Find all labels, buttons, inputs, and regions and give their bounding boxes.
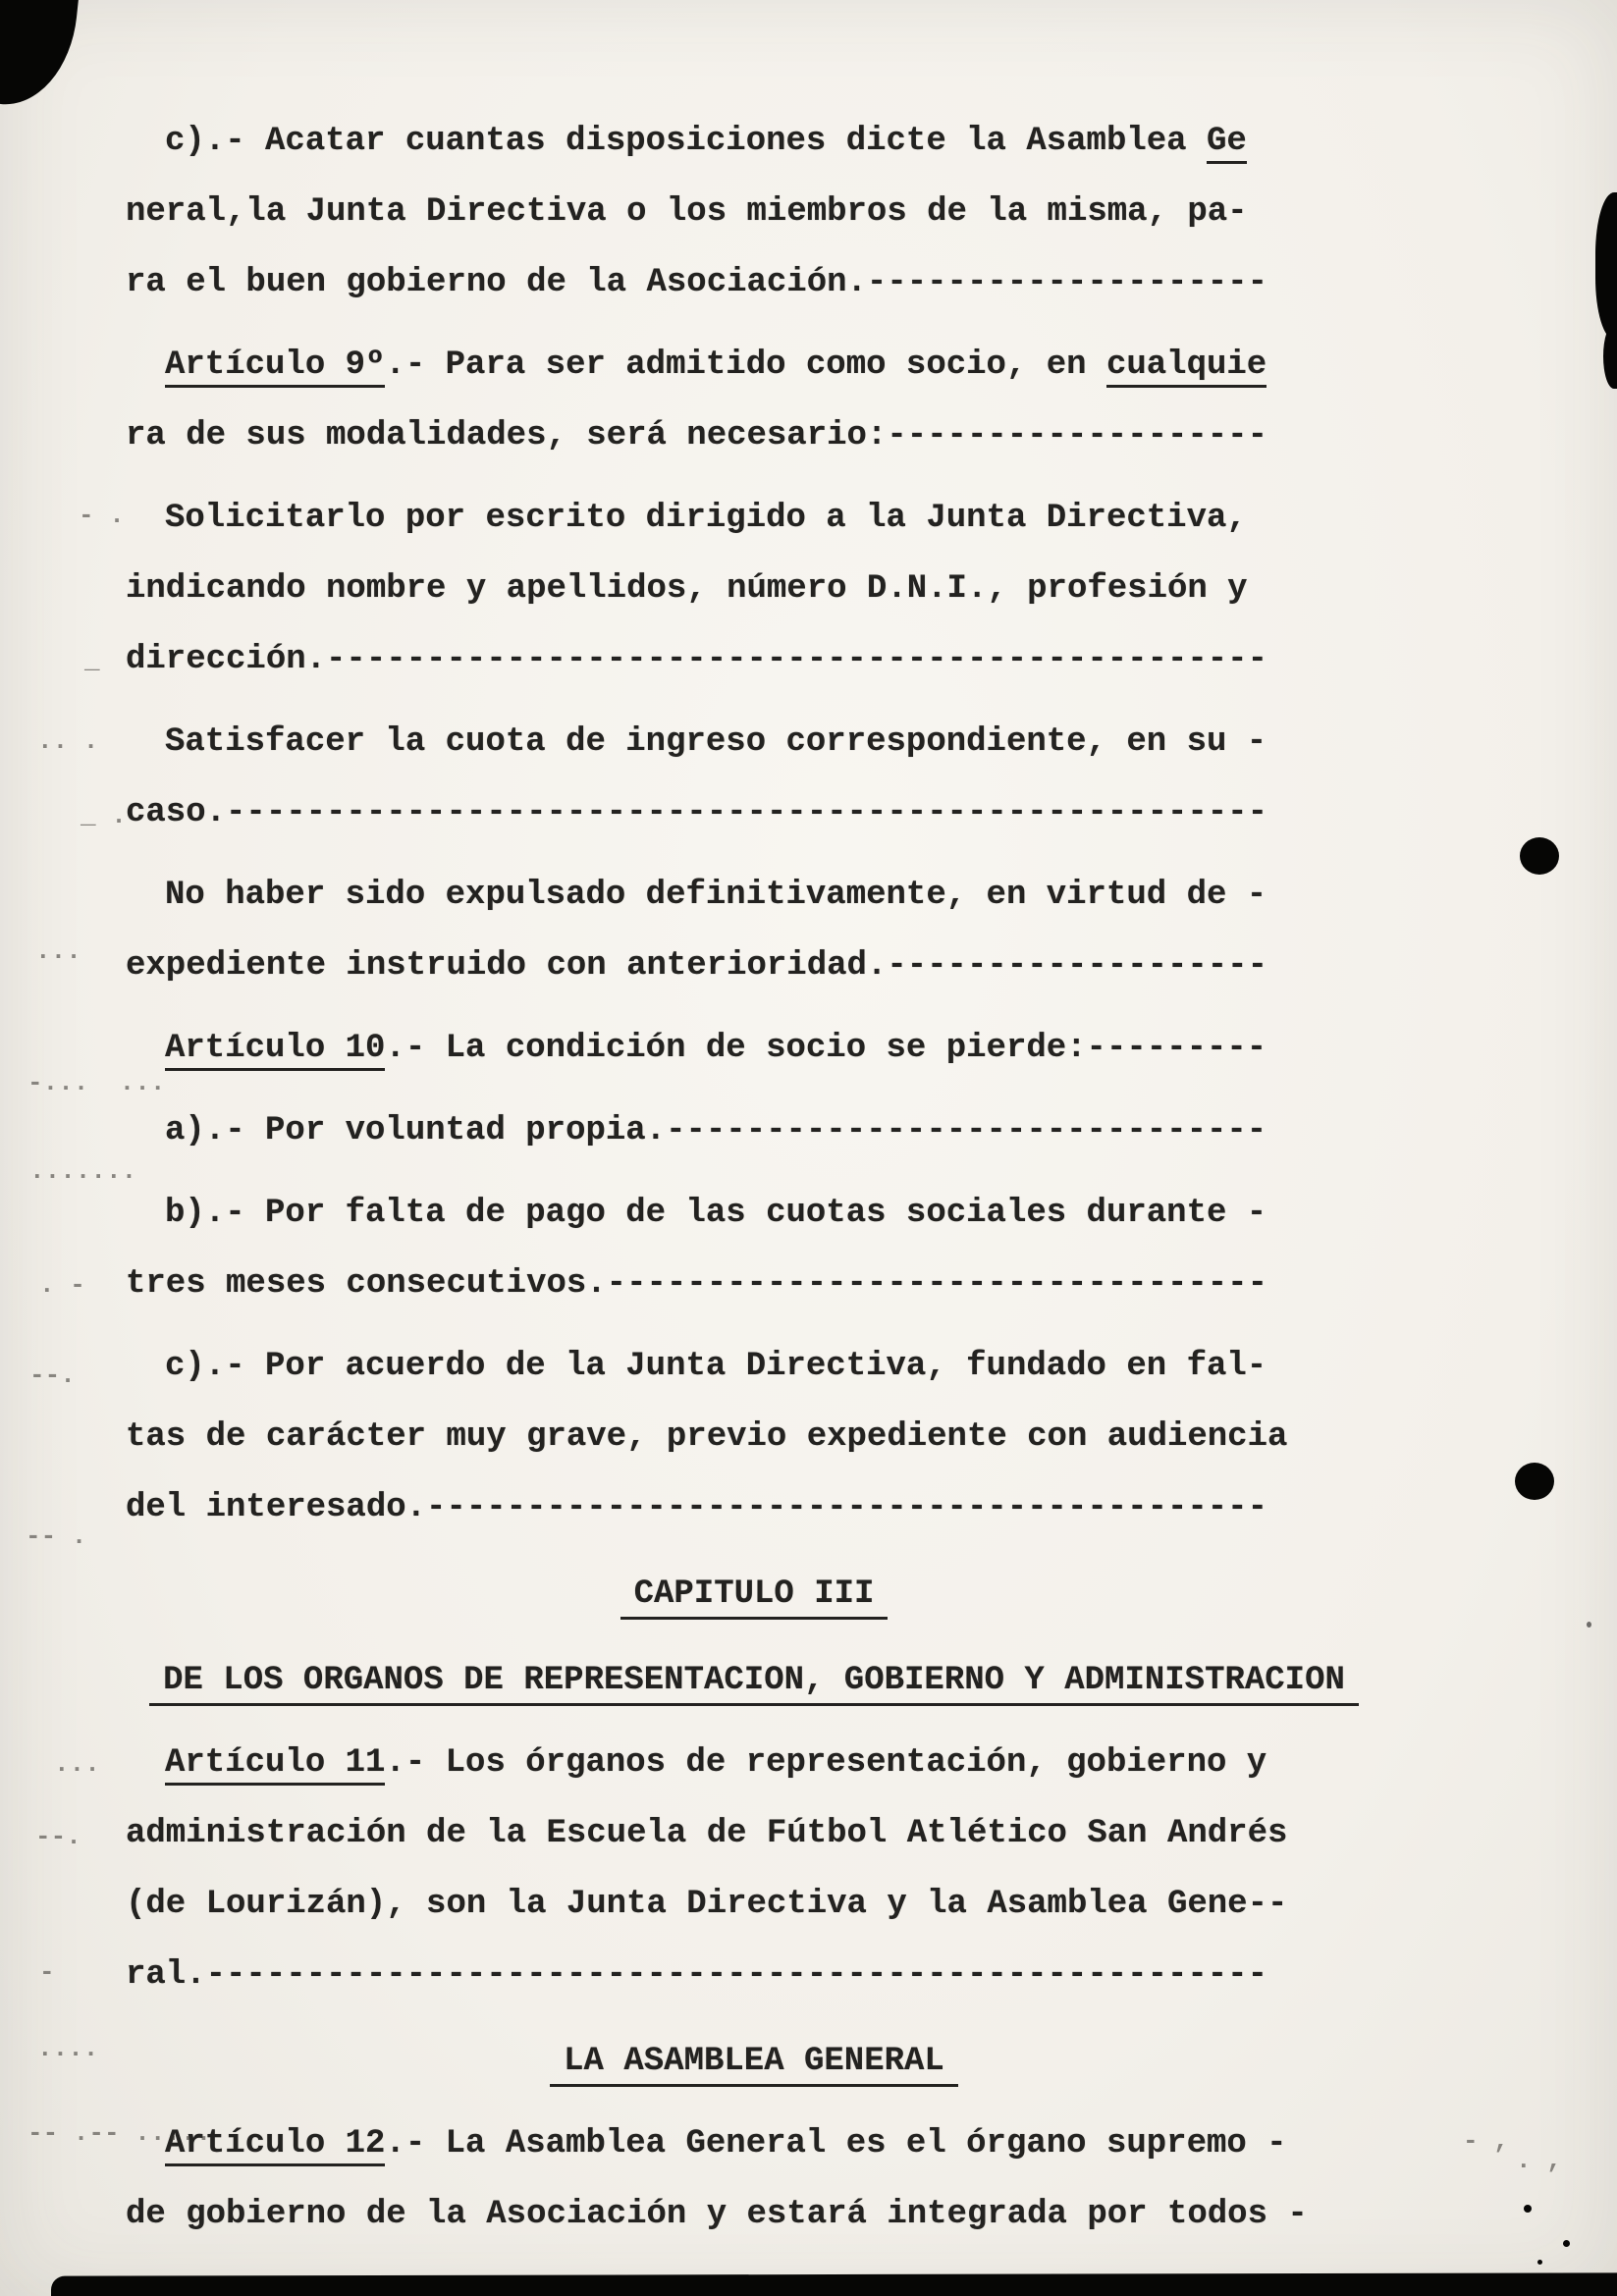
- text-line: [126, 1249, 1382, 1319]
- scan-noise-mark: ...: [35, 936, 81, 966]
- scan-noise-mark: - ,: [1463, 2126, 1509, 2156]
- scan-noise-mark: . ,: [1516, 2146, 1562, 2175]
- scan-speck: [1537, 2260, 1542, 2265]
- scan-blob-right-edge-lower: [1603, 324, 1617, 389]
- text-line: [126, 1798, 1382, 1869]
- text-line: [126, 777, 1382, 848]
- scan-noise-mark: -- .-- .....: [27, 2118, 212, 2148]
- paragraph: [126, 483, 1382, 695]
- underlined-text: Ge: [1207, 123, 1247, 164]
- text-segment: a).- Por voluntad propia.------------------------------: [165, 1112, 1267, 1149]
- scan-noise-mark: -... ...: [27, 1068, 166, 1097]
- scan-blob-right-edge: [1595, 192, 1617, 340]
- text-line: [126, 1013, 1382, 1084]
- text-line: [126, 1472, 1382, 1543]
- text-segment: indicando nombre y apellidos, número D.N.I., profesión y: [126, 570, 1248, 608]
- scan-blob-top-left-corner: [0, 0, 81, 111]
- text-line: [126, 483, 1382, 554]
- underlined-text: Artículo 12: [165, 2125, 385, 2166]
- text-line: [126, 1178, 1382, 1249]
- text-segment: de gobierno de la Asociación y estará integrada por todos -: [126, 2196, 1308, 2233]
- text-line: [126, 177, 1382, 247]
- paragraph: [126, 330, 1382, 471]
- text-line: [126, 2109, 1382, 2179]
- text-segment: ral.-----------------------------------------------------: [126, 1956, 1267, 1994]
- scan-noise-mark: --.: [35, 1822, 81, 1851]
- text-line: [126, 1645, 1382, 1716]
- paragraph: [126, 860, 1382, 1001]
- text-line: [126, 1331, 1382, 1402]
- text-line: [126, 2179, 1382, 2250]
- text-segment: del interesado.------------------------------------------: [126, 1489, 1267, 1526]
- text-segment: .- La condición de socio se pierde:---------: [385, 1030, 1267, 1067]
- text-segment: ra de sus modalidades, será necesario:-------------------: [126, 417, 1267, 454]
- text-segment: neral,la Junta Directiva o los miembros de la misma, pa-: [126, 193, 1248, 231]
- text-line: [126, 707, 1382, 777]
- text-segment: b).- Por falta de pago de las cuotas sociales durante -: [165, 1195, 1267, 1232]
- text-line: [126, 1940, 1382, 2010]
- underlined-text: cualquie: [1106, 347, 1267, 388]
- paragraph: [126, 1728, 1382, 2010]
- section-heading: [126, 1645, 1382, 1716]
- hole-punch-dot-top: [1520, 837, 1559, 875]
- text-segment: ra el buen gobierno de la Asociación.--------------------: [126, 264, 1267, 301]
- underlined-text: DE LOS ORGANOS DE REPRESENTACION, GOBIERNO Y ADMINISTRACION: [149, 1663, 1359, 1706]
- text-segment: dirección.-----------------------------------------------: [126, 641, 1267, 678]
- text-segment: .- Para ser admitido como socio, en: [385, 347, 1106, 384]
- text-line: [126, 330, 1382, 400]
- section-heading: [126, 1559, 1382, 1629]
- scan-speck: [1587, 1622, 1591, 1628]
- text-segment: .- La Asamblea General es el órgano supremo -: [385, 2125, 1287, 2163]
- text-line: [126, 554, 1382, 624]
- text-line: [126, 1869, 1382, 1940]
- underlined-text: CAPITULO III: [620, 1576, 889, 1620]
- scan-noise-mark: . -: [39, 1270, 85, 1300]
- paragraph: [126, 1331, 1382, 1543]
- text-line: [126, 1095, 1382, 1166]
- text-line: [126, 2026, 1382, 2097]
- text-line: [126, 1559, 1382, 1629]
- scan-noise-mark: _ .: [81, 801, 127, 830]
- paragraph: [126, 2109, 1382, 2250]
- scan-noise-mark: _: [84, 646, 100, 675]
- section-heading: [126, 2026, 1382, 2097]
- text-segment: No haber sido expulsado definitivamente, en virtud de -: [165, 877, 1267, 914]
- text-line: [126, 400, 1382, 471]
- text-segment: tres meses consecutivos.---------------------------------: [126, 1265, 1267, 1303]
- text-segment: c).- Acatar cuantas disposiciones dicte la Asamblea: [165, 123, 1207, 160]
- paragraph: [126, 106, 1382, 318]
- text-line: [126, 106, 1382, 177]
- text-segment: administración de la Escuela de Fútbol Atlético San Andrés: [126, 1815, 1288, 1852]
- scan-noise-mark: - .: [79, 501, 125, 530]
- document-content: [126, 94, 1382, 2250]
- text-line: [126, 860, 1382, 931]
- text-segment: .- Los órganos de representación, gobierno y: [385, 1744, 1267, 1782]
- text-line: [126, 1402, 1382, 1472]
- scan-noise-mark: --.: [29, 1361, 76, 1390]
- text-line: [126, 1728, 1382, 1798]
- scan-noise-mark: .......: [29, 1156, 137, 1186]
- text-line: [126, 247, 1382, 318]
- text-segment: tas de carácter muy grave, previo expediente con audiencia: [126, 1418, 1288, 1456]
- text-segment: expediente instruido con anterioridad.-------------------: [126, 947, 1267, 985]
- underlined-text: Artículo 11: [165, 1744, 385, 1786]
- text-segment: (de Lourizán), son la Junta Directiva y la Asamblea Gene--: [126, 1886, 1288, 1923]
- scan-noise-mark: ...: [54, 1749, 100, 1779]
- paragraph: [126, 1178, 1382, 1319]
- hole-punch-dot-bottom: [1515, 1463, 1554, 1500]
- text-line: [126, 931, 1382, 1001]
- text-segment: Solicitarlo por escrito dirigido a la Junta Directiva,: [165, 500, 1247, 537]
- underlined-text: Artículo 10: [165, 1030, 385, 1071]
- underlined-text: LA ASAMBLEA GENERAL: [550, 2044, 958, 2087]
- paragraph: [126, 707, 1382, 848]
- scan-speck: [1563, 2240, 1570, 2247]
- paragraph: [126, 1095, 1382, 1166]
- text-segment: Satisfacer la cuota de ingreso correspondiente, en su -: [165, 723, 1267, 761]
- scan-bar-bottom-edge: [51, 2272, 1617, 2296]
- underlined-text: Artículo 9º: [165, 347, 385, 388]
- scan-noise-mark: -- .: [26, 1522, 87, 1551]
- paragraph: [126, 1013, 1382, 1084]
- text-segment: c).- Por acuerdo de la Junta Directiva, fundado en fal-: [165, 1348, 1267, 1385]
- scan-speck: [1524, 2205, 1532, 2213]
- text-line: [126, 624, 1382, 695]
- scan-noise-mark: -: [39, 1957, 55, 1987]
- scan-noise-mark: ....: [37, 2034, 99, 2063]
- text-segment: caso.----------------------------------------------------: [126, 794, 1267, 831]
- scan-noise-mark: .. .: [37, 726, 99, 756]
